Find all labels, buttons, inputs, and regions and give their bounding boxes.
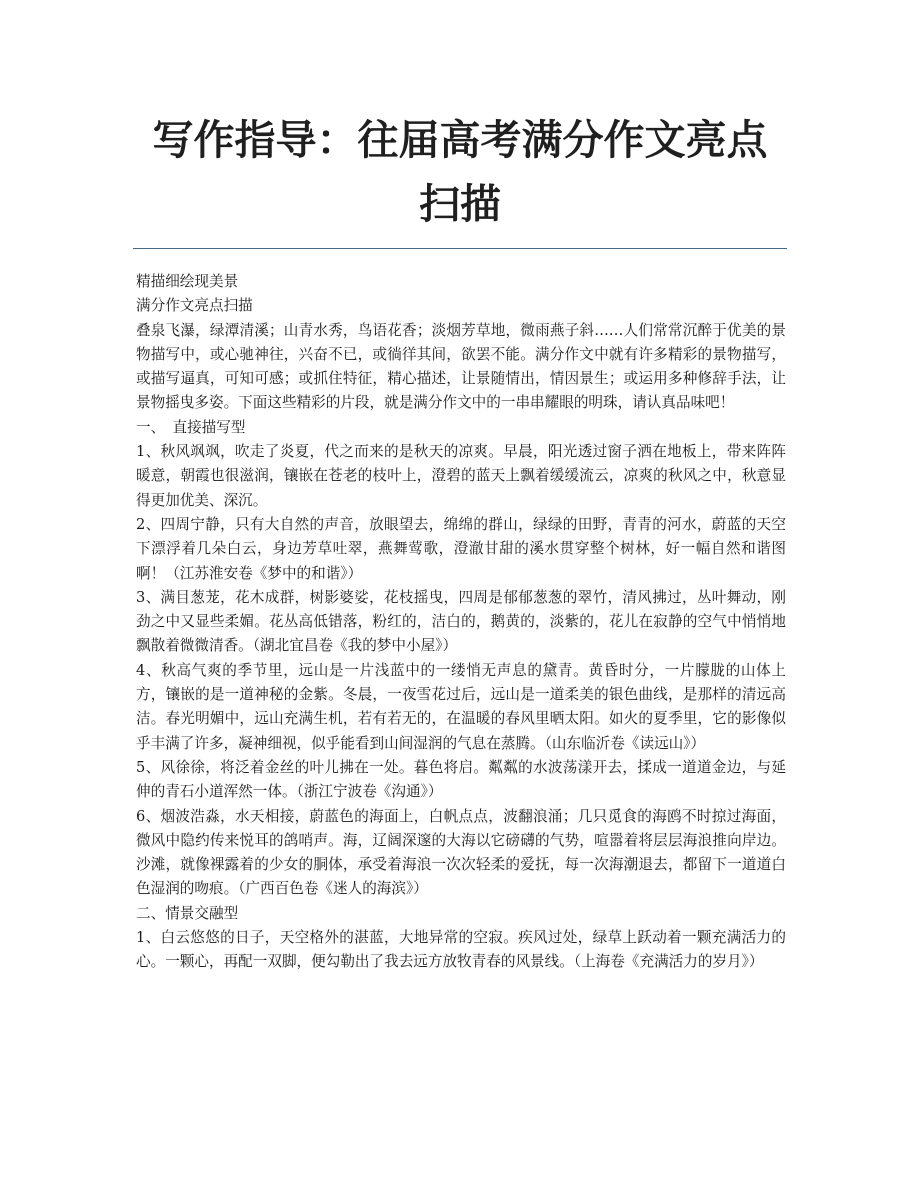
document-body bbox=[136, 270, 786, 975]
excerpt-paragraph: 1、秋风飒飒，吹走了炎夏，代之而来的是秋天的凉爽。早晨，阳光透过窗子洒在地板上，带来阵阵暖意，朝霞也很滋润，镶嵌在苍老的枝叶上，澄碧的蓝天上飘着缓缓流云，凉爽的秋风之中，秋意显得更加优美、深沉。 bbox=[136, 443, 786, 509]
excerpt-paragraph: 4、秋高气爽的季节里，远山是一片浅蓝中的一缕悄无声息的黛青。黄昏时分，一片朦胧的山体上方，镶嵌的是一道神秘的金紫。冬晨，一夜雪花过后，远山是一道柔美的银色曲线，是那样的清远高洁。春光明媚中，远山充满生机，若有若无的，在温暖的春风里晒太阳。如火的夏季里，它的影像似乎丰满了许多，凝神细视，似乎能看到山间湿润的气息在蒸腾。（山东临沂卷《读远山》） bbox=[136, 661, 786, 752]
excerpt-paragraph: 3、满目葱茏，花木成群，树影婆娑，花枝摇曳，四周是郁郁葱葱的翠竹，清风拂过，丛叶舞动，刚劲之中又显些柔媚。花丛高低错落，粉红的，洁白的，鹅黄的，淡紫的，花儿在寂静的空气中悄悄地飘散着微微清香。（湖北宜昌卷《我的梦中小屋》） bbox=[136, 588, 786, 655]
title-divider bbox=[133, 248, 787, 249]
document-title: 写作指导：往届高考满分作文亮点扫描 bbox=[152, 116, 768, 228]
category-heading: 一、 直接描写型 bbox=[136, 418, 246, 436]
section-subheading: 满分作文亮点扫描 bbox=[136, 297, 253, 315]
excerpt-paragraph: 5、风徐徐，将泛着金丝的叶儿拂在一处。暮色将启。粼粼的水波荡漾开去，揉成一道道金边，与延伸的青石小道浑然一体。（浙江宁波卷《沟通》） bbox=[136, 758, 786, 801]
category-heading: 二、情景交融型 bbox=[136, 904, 239, 922]
excerpt-paragraph: 6、烟波浩淼，水天相接，蔚蓝色的海面上，白帆点点，波翻浪涌；几只觅食的海鸥不时掠过海面，微风中隐约传来悦耳的鸽哨声。海，辽阔深邃的大海以它磅礴的气势，喧嚣着将层层海浪推向岸边。沙滩，就像裸露着的少女的胴体，承受着海浪一次次轻柔的爱抚，每一次海潮退去，都留下一道道白色湿润的吻痕。（广西百色卷《迷人的海滨》） bbox=[136, 807, 786, 898]
excerpt-paragraph: 1、白云悠悠的日子，天空格外的湛蓝，大地异常的空寂。疾风过处，绿草上跃动着一颗充满活力的心。一颗心，再配一双脚，便勾勒出了我去远方放牧青春的风景线。（上海卷《充满活力的岁月》） bbox=[136, 929, 786, 971]
intro-paragraph: 叠泉飞瀑，绿潭清溪；山青水秀，鸟语花香；淡烟芳草地，微雨燕子斜……人们常常沉醉于优美的景物描写中，或心驰神往，兴奋不已，或徜徉其间，欲罢不能。满分作文中就有许多精彩的景物描写，或描写逼真，可知可感；或抓住特征，精心描述，让景随情出，情因景生；或运用多种修辞手法，让景物摇曳多姿。下面这些精彩的片段，就是满分作文中的一串串耀眼的明珠，请认真品味吧！ bbox=[136, 321, 786, 412]
section-heading: 精描细绘现美景 bbox=[136, 273, 239, 290]
excerpt-paragraph: 2、四周宁静，只有大自然的声音，放眼望去，绵绵的群山，绿绿的田野，青青的河水，蔚蓝的天空下漂浮着几朵白云，身边芳草吐翠，燕舞莺歌，澄澈甘甜的溪水贯穿整个树林，好一幅自然和谐图啊！（江苏淮安卷《梦中的和谐》） bbox=[136, 515, 786, 582]
